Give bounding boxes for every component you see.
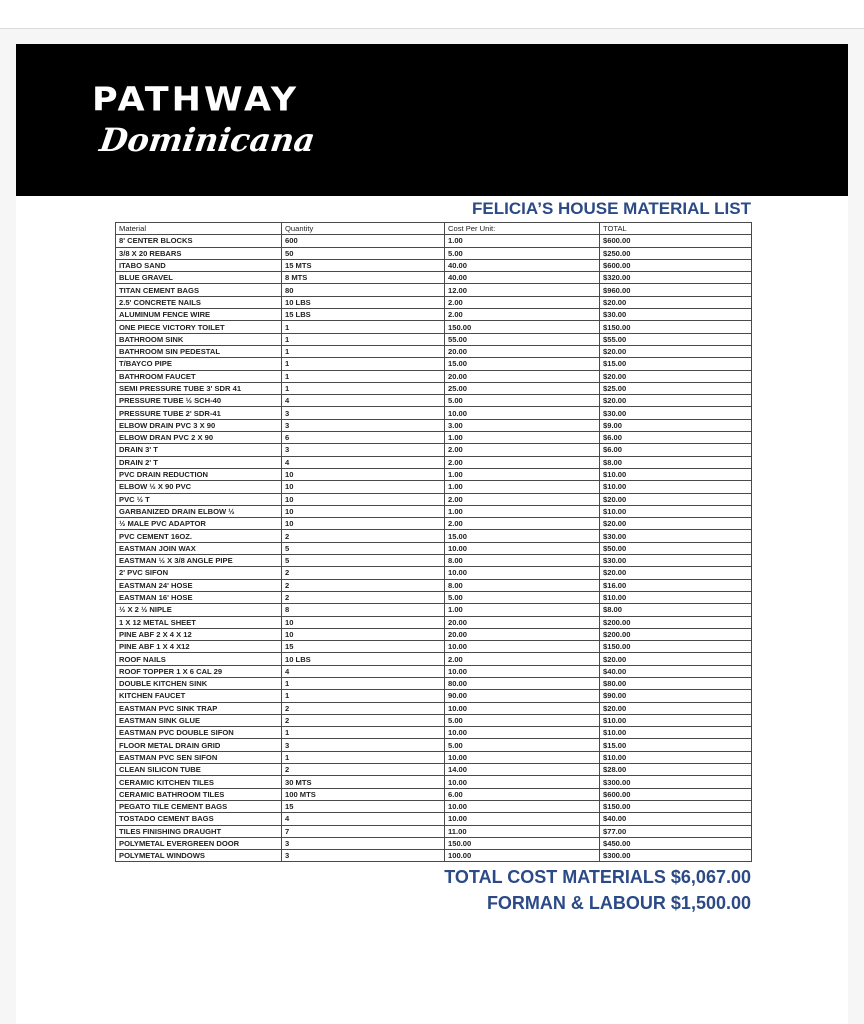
cell-total: $960.00 — [600, 284, 752, 296]
cell-quantity: 15 MTS — [282, 259, 445, 271]
cell-quantity: 15 LBS — [282, 309, 445, 321]
cell-quantity: 1 — [282, 690, 445, 702]
table-row — [116, 321, 752, 333]
cell-total: $30.00 — [600, 309, 752, 321]
table-row — [116, 616, 752, 628]
table-row — [116, 702, 752, 714]
cell-material: GARBANIZED DRAIN ELBOW ½ — [116, 505, 282, 517]
table-row — [116, 567, 752, 579]
cell-total: $15.00 — [600, 739, 752, 751]
table-row — [116, 530, 752, 542]
cell-material: ROOF NAILS — [116, 653, 282, 665]
cell-material: EASTMAN ½ X 3/8 ANGLE PIPE — [116, 555, 282, 567]
cell-material: ELBOW DRAIN PVC 3 X 90 — [116, 419, 282, 431]
cell-material: EASTMAN SINK GLUE — [116, 714, 282, 726]
cell-cost-per-unit: 150.00 — [445, 321, 600, 333]
cell-material: DRAIN 3' T — [116, 444, 282, 456]
cell-total: $25.00 — [600, 382, 752, 394]
cell-total: $10.00 — [600, 591, 752, 603]
table-row — [116, 395, 752, 407]
cell-quantity: 10 — [282, 505, 445, 517]
cell-material: EASTMAN PVC DOUBLE SIFON — [116, 727, 282, 739]
cell-total: $6.00 — [600, 432, 752, 444]
table-row — [116, 382, 752, 394]
cell-quantity: 5 — [282, 555, 445, 567]
table-row — [116, 370, 752, 382]
table-row — [116, 788, 752, 800]
table-row — [116, 468, 752, 480]
table-row — [116, 813, 752, 825]
table-row — [116, 272, 752, 284]
cell-material: ½ X 2 ½ NIPLE — [116, 604, 282, 616]
cell-cost-per-unit: 2.00 — [445, 653, 600, 665]
cell-total: $20.00 — [600, 653, 752, 665]
table-row — [116, 653, 752, 665]
cell-total: $15.00 — [600, 358, 752, 370]
cell-quantity: 10 — [282, 493, 445, 505]
cell-material: ELBOW DRAN PVC 2 X 90 — [116, 432, 282, 444]
cell-cost-per-unit: 10.00 — [445, 751, 600, 763]
cell-cost-per-unit: 1.00 — [445, 432, 600, 444]
cell-total: $28.00 — [600, 764, 752, 776]
cell-cost-per-unit: 20.00 — [445, 370, 600, 382]
cell-cost-per-unit: 10.00 — [445, 800, 600, 812]
cell-quantity: 1 — [282, 370, 445, 382]
table-row — [116, 358, 752, 370]
cell-quantity: 10 — [282, 628, 445, 640]
cell-cost-per-unit: 2.00 — [445, 518, 600, 530]
cell-material: POLYMETAL WINDOWS — [116, 850, 282, 862]
table-row — [116, 579, 752, 591]
document-page — [16, 44, 848, 1024]
table-row — [116, 419, 752, 431]
table-row — [116, 604, 752, 616]
cell-total: $150.00 — [600, 641, 752, 653]
table-row — [116, 456, 752, 468]
cell-total: $10.00 — [600, 714, 752, 726]
viewer-top-bar — [0, 0, 864, 29]
logo-wordmark: PATHWAY — [92, 81, 300, 119]
table-row — [116, 714, 752, 726]
cell-total: $600.00 — [600, 235, 752, 247]
cell-quantity: 600 — [282, 235, 445, 247]
material-table — [115, 222, 752, 862]
cell-material: PEGATO TILE CEMENT BAGS — [116, 800, 282, 812]
cell-quantity: 3 — [282, 837, 445, 849]
cell-material: BATHROOM SINK — [116, 333, 282, 345]
cell-cost-per-unit: 150.00 — [445, 837, 600, 849]
cell-total: $450.00 — [600, 837, 752, 849]
cell-total: $30.00 — [600, 530, 752, 542]
cell-cost-per-unit: 1.00 — [445, 505, 600, 517]
cell-total: $20.00 — [600, 567, 752, 579]
cell-material: TITAN CEMENT BAGS — [116, 284, 282, 296]
cell-total: $300.00 — [600, 776, 752, 788]
cell-cost-per-unit: 1.00 — [445, 481, 600, 493]
cell-material: PINE ABF 1 X 4 X12 — [116, 641, 282, 653]
cell-material: TOSTADO CEMENT BAGS — [116, 813, 282, 825]
cell-total: $300.00 — [600, 850, 752, 862]
cell-quantity: 1 — [282, 321, 445, 333]
cell-quantity: 1 — [282, 358, 445, 370]
cell-quantity: 10 LBS — [282, 296, 445, 308]
cell-total: $77.00 — [600, 825, 752, 837]
table-row — [116, 259, 752, 271]
cell-total: $10.00 — [600, 505, 752, 517]
cell-quantity: 80 — [282, 284, 445, 296]
cell-cost-per-unit: 10.00 — [445, 813, 600, 825]
cell-material: CERAMIC BATHROOM TILES — [116, 788, 282, 800]
table-row — [116, 776, 752, 788]
cell-cost-per-unit: 40.00 — [445, 259, 600, 271]
cell-cost-per-unit: 2.00 — [445, 296, 600, 308]
cell-quantity: 6 — [282, 432, 445, 444]
cell-material: 2.5' CONCRETE NAILS — [116, 296, 282, 308]
cell-material: DOUBLE KITCHEN SINK — [116, 677, 282, 689]
cell-cost-per-unit: 6.00 — [445, 788, 600, 800]
header-banner — [16, 44, 848, 196]
cell-quantity: 15 — [282, 800, 445, 812]
cell-total: $10.00 — [600, 727, 752, 739]
cell-total: $10.00 — [600, 751, 752, 763]
cell-quantity: 3 — [282, 444, 445, 456]
cell-quantity: 3 — [282, 419, 445, 431]
cell-total: $20.00 — [600, 345, 752, 357]
cell-cost-per-unit: 20.00 — [445, 628, 600, 640]
table-row — [116, 837, 752, 849]
cell-total: $8.00 — [600, 456, 752, 468]
cell-quantity: 2 — [282, 567, 445, 579]
cell-cost-per-unit: 10.00 — [445, 542, 600, 554]
table-row — [116, 518, 752, 530]
cell-quantity: 1 — [282, 382, 445, 394]
cell-total: $20.00 — [600, 518, 752, 530]
table-row — [116, 751, 752, 763]
table-row — [116, 284, 752, 296]
cell-total: $10.00 — [600, 468, 752, 480]
table-row — [116, 333, 752, 345]
cell-total: $320.00 — [600, 272, 752, 284]
cell-quantity: 2 — [282, 714, 445, 726]
cell-total: $20.00 — [600, 493, 752, 505]
cell-cost-per-unit: 25.00 — [445, 382, 600, 394]
cell-total: $250.00 — [600, 247, 752, 259]
cell-quantity: 10 — [282, 468, 445, 480]
cell-quantity: 1 — [282, 345, 445, 357]
forman-labour-total: FORMAN & LABOUR $1,500.00 — [486, 893, 751, 913]
cell-cost-per-unit: 1.00 — [445, 604, 600, 616]
cell-material: PVC DRAIN REDUCTION — [116, 468, 282, 480]
cell-quantity: 10 — [282, 481, 445, 493]
cell-total: $200.00 — [600, 628, 752, 640]
cell-cost-per-unit: 10.00 — [445, 665, 600, 677]
cell-quantity: 10 LBS — [282, 653, 445, 665]
table-row — [116, 296, 752, 308]
table-row — [116, 235, 752, 247]
cell-quantity: 100 MTS — [282, 788, 445, 800]
table-row — [116, 309, 752, 321]
table-row — [116, 850, 752, 862]
cell-cost-per-unit: 55.00 — [445, 333, 600, 345]
cell-material: EASTMAN PVC SEN SIFON — [116, 751, 282, 763]
cell-material: BATHROOM FAUCET — [116, 370, 282, 382]
table-row — [116, 641, 752, 653]
cell-cost-per-unit: 3.00 — [445, 419, 600, 431]
cell-material: PRESSURE TUBE 2' SDR-41 — [116, 407, 282, 419]
table-row — [116, 542, 752, 554]
cell-quantity: 2 — [282, 764, 445, 776]
cell-material: KITCHEN FAUCET — [116, 690, 282, 702]
cell-cost-per-unit: 10.00 — [445, 727, 600, 739]
cell-cost-per-unit: 2.00 — [445, 309, 600, 321]
column-header-cost-per-unit: Cost Per Unit: — [445, 223, 600, 235]
table-row — [116, 764, 752, 776]
cell-quantity: 30 MTS — [282, 776, 445, 788]
table-row — [116, 505, 752, 517]
cell-total: $8.00 — [600, 604, 752, 616]
cell-quantity: 2 — [282, 702, 445, 714]
cell-material: ONE PIECE VICTORY TOILET — [116, 321, 282, 333]
table-row — [116, 739, 752, 751]
table-row — [116, 591, 752, 603]
cell-quantity: 4 — [282, 665, 445, 677]
cell-cost-per-unit: 2.00 — [445, 444, 600, 456]
cell-quantity: 3 — [282, 407, 445, 419]
cell-quantity: 1 — [282, 751, 445, 763]
cell-quantity: 15 — [282, 641, 445, 653]
cell-cost-per-unit: 2.00 — [445, 456, 600, 468]
cell-quantity: 1 — [282, 677, 445, 689]
cell-material: PRESSURE TUBE ½ SCH-40 — [116, 395, 282, 407]
table-row — [116, 677, 752, 689]
table-row — [116, 690, 752, 702]
cell-quantity: 8 — [282, 604, 445, 616]
cell-total: $10.00 — [600, 481, 752, 493]
table-row — [116, 800, 752, 812]
cell-total: $6.00 — [600, 444, 752, 456]
cell-cost-per-unit: 20.00 — [445, 345, 600, 357]
cell-material: TILES FINISHING DRAUGHT — [116, 825, 282, 837]
table-row — [116, 432, 752, 444]
cell-quantity: 8 MTS — [282, 272, 445, 284]
cell-quantity: 2 — [282, 579, 445, 591]
cell-quantity: 3 — [282, 850, 445, 862]
table-row — [116, 481, 752, 493]
cell-material: EASTMAN PVC SINK TRAP — [116, 702, 282, 714]
cell-material: CLEAN SILICON TUBE — [116, 764, 282, 776]
cell-material: ITABO SAND — [116, 259, 282, 271]
table-row — [116, 407, 752, 419]
table-row — [116, 444, 752, 456]
cell-material: 3/8 X 20 REBARS — [116, 247, 282, 259]
cell-material: POLYMETAL EVERGREEN DOOR — [116, 837, 282, 849]
cell-cost-per-unit: 40.00 — [445, 272, 600, 284]
cell-cost-per-unit: 100.00 — [445, 850, 600, 862]
column-header-quantity: Quantity — [282, 223, 445, 235]
cell-quantity: 1 — [282, 727, 445, 739]
cell-cost-per-unit: 11.00 — [445, 825, 600, 837]
table-row — [116, 628, 752, 640]
cell-material: DRAIN 2' T — [116, 456, 282, 468]
table-row — [116, 825, 752, 837]
cell-quantity: 50 — [282, 247, 445, 259]
cell-cost-per-unit: 5.00 — [445, 591, 600, 603]
cell-quantity: 10 — [282, 616, 445, 628]
cell-material: 1 X 12 METAL SHEET — [116, 616, 282, 628]
cell-total: $150.00 — [600, 321, 752, 333]
cell-cost-per-unit: 5.00 — [445, 714, 600, 726]
cell-quantity: 2 — [282, 530, 445, 542]
cell-quantity: 10 — [282, 518, 445, 530]
cell-total: $30.00 — [600, 555, 752, 567]
cell-material: 2' PVC SIFON — [116, 567, 282, 579]
cell-material: PINE ABF 2 X 4 X 12 — [116, 628, 282, 640]
cell-cost-per-unit: 90.00 — [445, 690, 600, 702]
cell-material: PVC ½ T — [116, 493, 282, 505]
cell-cost-per-unit: 10.00 — [445, 407, 600, 419]
table-row — [116, 345, 752, 357]
cell-total: $150.00 — [600, 800, 752, 812]
cell-cost-per-unit: 15.00 — [445, 530, 600, 542]
table-row — [116, 555, 752, 567]
cell-cost-per-unit: 20.00 — [445, 616, 600, 628]
cell-material: EASTMAN 16' HOSE — [116, 591, 282, 603]
cell-cost-per-unit: 5.00 — [445, 247, 600, 259]
cell-quantity: 4 — [282, 813, 445, 825]
table-row — [116, 493, 752, 505]
table-row — [116, 727, 752, 739]
table-body — [116, 235, 752, 862]
cell-material: 8' CENTER BLOCKS — [116, 235, 282, 247]
cell-total: $40.00 — [600, 813, 752, 825]
cell-total: $600.00 — [600, 259, 752, 271]
cell-total: $200.00 — [600, 616, 752, 628]
cell-cost-per-unit: 5.00 — [445, 395, 600, 407]
total-cost-materials: TOTAL COST MATERIALS $6,067.00 — [444, 867, 751, 887]
cell-material: FLOOR METAL DRAIN GRID — [116, 739, 282, 751]
cell-total: $16.00 — [600, 579, 752, 591]
cell-quantity: 2 — [282, 591, 445, 603]
cell-cost-per-unit: 2.00 — [445, 493, 600, 505]
cell-cost-per-unit: 14.00 — [445, 764, 600, 776]
cell-material: T/BAYCO PIPE — [116, 358, 282, 370]
cell-total: $30.00 — [600, 407, 752, 419]
cell-cost-per-unit: 8.00 — [445, 579, 600, 591]
cell-cost-per-unit: 10.00 — [445, 567, 600, 579]
cell-cost-per-unit: 5.00 — [445, 739, 600, 751]
column-header-material: Material — [116, 223, 282, 235]
cell-total: $20.00 — [600, 702, 752, 714]
cell-quantity: 4 — [282, 395, 445, 407]
cell-material: EASTMAN JOIN WAX — [116, 542, 282, 554]
cell-cost-per-unit: 12.00 — [445, 284, 600, 296]
cell-cost-per-unit: 10.00 — [445, 702, 600, 714]
cell-material: ELBOW ½ X 90 PVC — [116, 481, 282, 493]
cell-total: $20.00 — [600, 395, 752, 407]
cell-material: ALUMINUM FENCE WIRE — [116, 309, 282, 321]
table-row — [116, 247, 752, 259]
cell-quantity: 7 — [282, 825, 445, 837]
cell-cost-per-unit: 10.00 — [445, 776, 600, 788]
cell-cost-per-unit: 10.00 — [445, 641, 600, 653]
cell-material: ½ MALE PVC ADAPTOR — [116, 518, 282, 530]
cell-cost-per-unit: 1.00 — [445, 468, 600, 480]
cell-cost-per-unit: 80.00 — [445, 677, 600, 689]
table-header-row — [116, 223, 752, 235]
cell-material: ROOF TOPPER 1 X 6 CAL 29 — [116, 665, 282, 677]
cell-quantity: 4 — [282, 456, 445, 468]
cell-total: $90.00 — [600, 690, 752, 702]
cell-quantity: 1 — [282, 333, 445, 345]
cell-material: BATHROOM SIN PEDESTAL — [116, 345, 282, 357]
table-row — [116, 665, 752, 677]
cell-total: $40.00 — [600, 665, 752, 677]
cell-total: $20.00 — [600, 296, 752, 308]
cell-material: EASTMAN 24' HOSE — [116, 579, 282, 591]
cell-total: $600.00 — [600, 788, 752, 800]
cell-quantity: 5 — [282, 542, 445, 554]
company-logo — [92, 80, 318, 159]
cell-material: CERAMIC KITCHEN TILES — [116, 776, 282, 788]
column-header-total: TOTAL — [600, 223, 752, 235]
cell-material: PVC CEMENT 16OZ. — [116, 530, 282, 542]
totals-block — [396, 864, 751, 916]
cell-total: $55.00 — [600, 333, 752, 345]
logo-script: Dominicana — [97, 121, 318, 159]
cell-cost-per-unit: 1.00 — [445, 235, 600, 247]
cell-total: $9.00 — [600, 419, 752, 431]
cell-total: $20.00 — [600, 370, 752, 382]
document-title: FELICIA’S HOUSE MATERIAL LIST — [472, 199, 751, 218]
cell-total: $80.00 — [600, 677, 752, 689]
cell-cost-per-unit: 15.00 — [445, 358, 600, 370]
cell-material: BLUE GRAVEL — [116, 272, 282, 284]
cell-cost-per-unit: 8.00 — [445, 555, 600, 567]
cell-material: SEMI PRESSURE TUBE 3' SDR 41 — [116, 382, 282, 394]
cell-quantity: 3 — [282, 739, 445, 751]
cell-total: $50.00 — [600, 542, 752, 554]
